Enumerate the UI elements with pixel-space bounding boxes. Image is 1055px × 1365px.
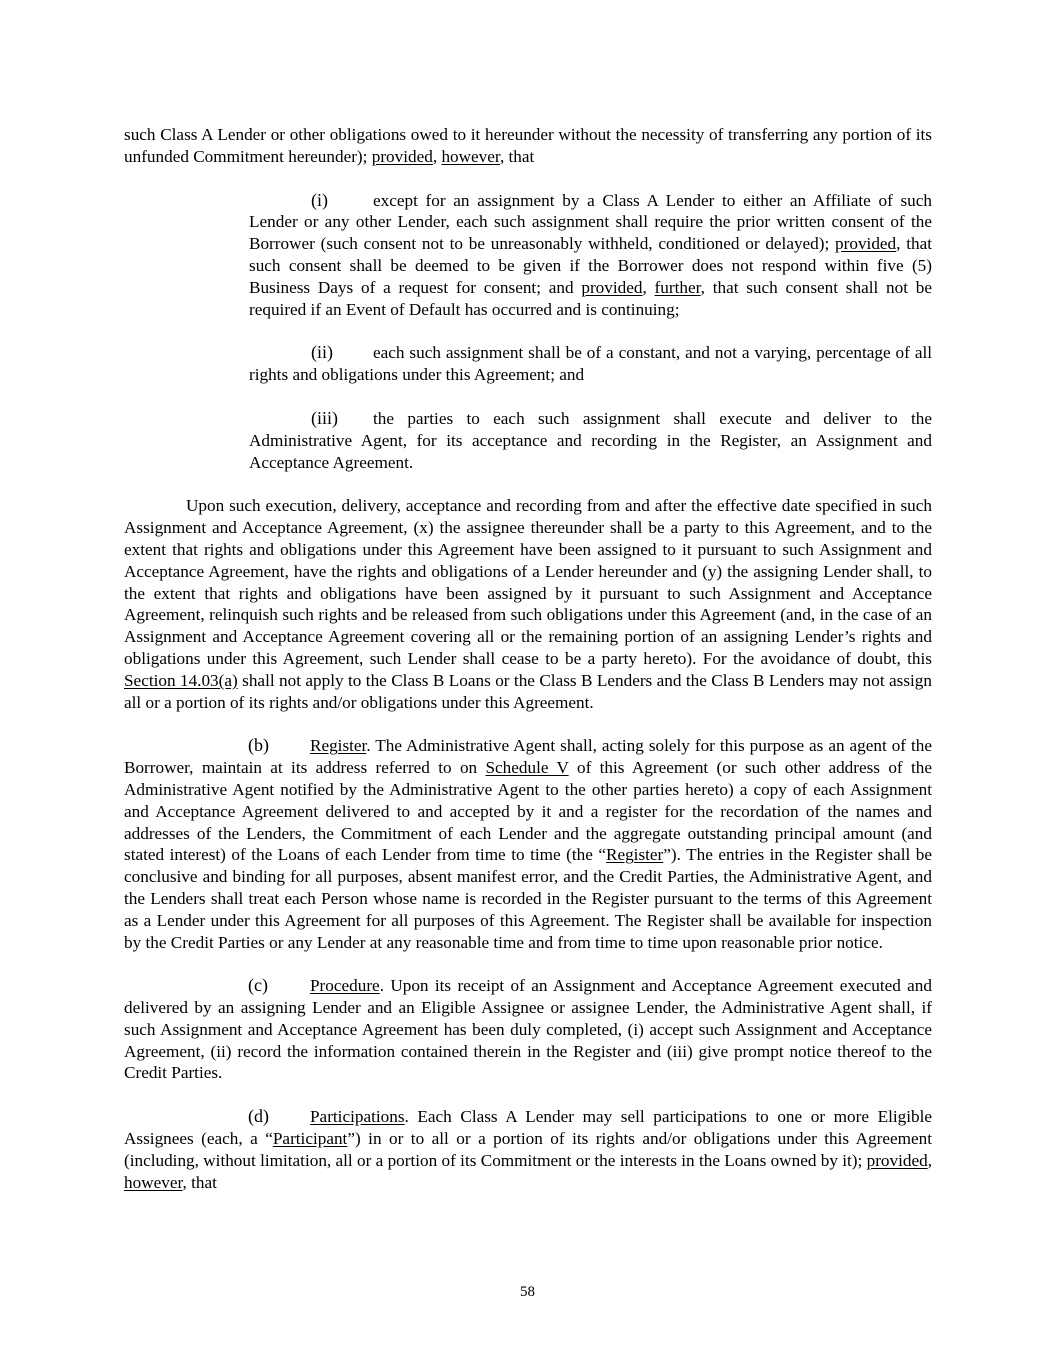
punctuation: , — [927, 1150, 932, 1170]
provided-term: provided — [866, 1150, 928, 1170]
section-number: (d) — [248, 1106, 269, 1127]
clause-text: each such assignment shall be of a constant, and not a varying, percentage of all rights and obligations under this Agreement; and — [249, 343, 932, 385]
section-number: (b) — [248, 735, 269, 756]
clause-text: except for an assignment by a Class A Lender to either an Affiliate of such Lender or any other Lender, each such assignment shall require the prior written consent of the Borrower (such consent not to be unreasonably withheld, conditioned or delayed); — [249, 190, 932, 254]
intro-text: such Class A Lender or other obligations owed to it hereunder without the necessity of transferring any portion of its unfunded Commitment hereunder); — [124, 125, 932, 166]
however-term: however — [441, 146, 500, 166]
section-text: ”). The entries in the Register shall be conclusive and binding for all purposes, absent manifest error, and the Credit Parties, the Administrative Agent, and the Lenders shall treat each Person whose name is recorded in the Register pursuant to the terms of this Agreement as a Lender under this Agreement for all purposes of this Agreement. The Register shall be available for inspection by the Credit Parties or any Lender at any reasonable time and from time to time upon reasonable prior notice. — [124, 845, 932, 952]
clause-text: , that such consent shall not be required if an Event of Default has occurred and is continuing; — [249, 277, 932, 319]
schedule-reference: Schedule V — [485, 758, 569, 778]
provided-term: provided — [581, 277, 643, 297]
section-b — [124, 735, 932, 953]
page-number: 58 — [520, 1284, 535, 1300]
section-text: ”) in or to all or a portion of its rights and/or obligations under this Agreement (including, without limitation, all or a portion of its Commitment or the interests in the Loans owned by it); — [124, 1129, 932, 1170]
clause-number: (ii) — [311, 342, 333, 363]
section-number: (c) — [248, 975, 268, 996]
section-text: of this Agreement (or such other address of the Administrative Agent notified by the Administrative Agent to the other parties hereto) a copy of each Assignment and Acceptance Agreement delivered to and accepted by it and a register for the recordation of the names and addresses of the Lenders, the Commitment of each Lender and the aggregate outstanding principal amount (and stated interest) of the Loans of each Lender from time to time (the “ — [124, 758, 932, 865]
intro-text-end: , that — [499, 146, 535, 166]
clause-text: the parties to each such assignment shall execute and deliver to the Administrative Agent, for its acceptance and recording in the Register, an Assignment and Acceptance Agreement. — [249, 408, 932, 472]
section-heading: Register — [310, 736, 367, 756]
defined-term: Participant — [272, 1129, 348, 1149]
section-heading: Participations — [310, 1107, 405, 1127]
intro-paragraph — [124, 124, 932, 168]
paragraph-text: shall not apply to the Class B Loans or the Class B Lenders and the Class B Lenders may not assign all or a portion of its rights and/or obligations under this Agreement. — [124, 670, 932, 712]
however-term: however — [124, 1172, 183, 1192]
defined-term: Register — [605, 845, 664, 865]
clause-text: , that such consent shall be deemed to be given if the Borrower does not respond within five (5) Business Days of a request for consent; and — [249, 234, 932, 297]
section-reference: Section 14.03(a) — [124, 670, 238, 690]
section-text: . The Administrative Agent shall, acting solely for this purpose as an agent of the Borrower, maintain at its address referred to on — [124, 736, 932, 778]
section-heading: Procedure — [310, 976, 380, 996]
section-text: , that — [182, 1172, 217, 1192]
section-text: . Each Class A Lender may sell participations to one or more Eligible Assignees (each, a “ — [124, 1107, 932, 1149]
provided-term: provided — [835, 234, 897, 254]
further-term: further — [654, 277, 701, 297]
document-body — [124, 124, 932, 1215]
section-d — [124, 1106, 932, 1193]
upon-paragraph — [124, 495, 932, 713]
clause-number: (iii) — [311, 407, 338, 428]
punctuation: , — [432, 146, 442, 166]
section-text: . Upon its receipt of an Assignment and Acceptance Agreement executed and delivered by an assigning Lender and an Eligible Assignee or assignee Lender, the Administrative Agent shall, if such Assignment and Acceptance Agreement has been duly completed, (i) accept such Assignment and Acceptance Agreement, (ii) record the information contained therein in the Register and (iii) give prompt notice thereof to the Credit Parties. — [124, 976, 932, 1083]
clause-ii — [249, 342, 932, 386]
paragraph-text: Upon such execution, delivery, acceptance and recording from and after the effective date specified in such Assignment and Acceptance Agreement, (x) the assignee thereunder shall be a party to this Agreement, and to the extent that rights and obligations under this Agreement have been assigned to it pursuant to such Assignment and Acceptance Agreement, have the rights and obligations of a Lender hereunder and (y) the assigning Lender shall, to the extent that rights and obligations have been assigned by it pursuant to such Assignment and Acceptance Agreement, relinquish such rights and be released from such obligations under this Agreement (and, in the case of an Assignment and Acceptance Agreement covering all or the remaining portion of an assigning Lender’s rights and obligations under this Agreement, such Lender shall cease to be a party hereto). For the avoidance of doubt, this — [124, 496, 932, 668]
provided-term: provided — [371, 146, 433, 166]
clause-i — [249, 190, 932, 321]
clause-number: (i) — [311, 189, 328, 210]
clause-iii — [249, 408, 932, 473]
punctuation: , — [642, 277, 655, 297]
section-c — [124, 975, 932, 1084]
